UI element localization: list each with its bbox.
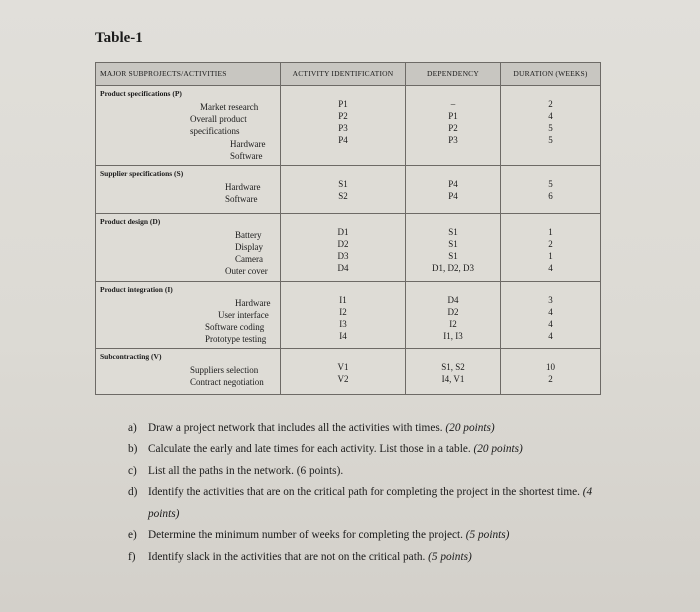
question-text-wrap <box>148 525 598 546</box>
duration-value: 4 <box>548 111 553 122</box>
dependency-value: P4 <box>448 178 458 189</box>
dependency-value: P2 <box>448 123 458 134</box>
duration-value: 5 <box>548 135 553 146</box>
dependency-value: D4 <box>447 294 459 305</box>
dependency-cell <box>406 349 501 395</box>
activity-name: Software <box>230 150 263 161</box>
dependency-value: I2 <box>449 318 457 329</box>
activity-name: Suppliers selection <box>190 365 259 376</box>
question-label: a) <box>128 422 137 434</box>
question-text-wrap <box>148 547 598 568</box>
identification-cell <box>281 281 406 349</box>
question-label: e) <box>128 529 137 542</box>
group-name: Product integration (I) <box>100 284 173 294</box>
activity-cell <box>96 165 281 213</box>
duration-value: 3 <box>548 294 553 305</box>
identification-cell <box>281 86 406 166</box>
duration-value: 6 <box>548 190 553 201</box>
duration-value: 2 <box>548 238 553 249</box>
table-row <box>96 165 601 213</box>
dependency-value: I1, I3 <box>443 330 463 341</box>
activity-name: Contract negotiation <box>190 377 264 388</box>
dependency-value: – <box>450 99 456 109</box>
duration-cell <box>501 281 601 349</box>
activity-cell <box>96 349 281 395</box>
group-name: Product design (D) <box>100 216 161 226</box>
dependency-cell <box>406 213 501 281</box>
question-text: Draw a project network that includes all the activities with times. <box>148 422 443 434</box>
activity-id: V1 <box>337 362 349 373</box>
activity-id: S1 <box>338 178 348 189</box>
dependency-value: D1, D2, D3 <box>432 263 474 274</box>
activity-id: I2 <box>339 306 347 317</box>
activity-id: V2 <box>337 374 349 385</box>
duration-cell <box>501 213 601 281</box>
question-text-wrap <box>148 439 598 460</box>
activity-id: I4 <box>339 330 347 341</box>
activity-id: D1 <box>337 226 349 237</box>
identification-cell <box>281 349 406 395</box>
identification-cell <box>281 213 406 281</box>
activity-name: Outer cover <box>225 266 268 277</box>
activity-id: S2 <box>338 190 348 201</box>
activity-id: P2 <box>338 111 348 122</box>
question-text: Identify slack in the activities that are not on the critical path. <box>148 550 426 563</box>
activity-name: Hardware <box>235 297 271 308</box>
dependency-value: P1 <box>448 111 458 122</box>
header-activities: MAJOR SUBPROJECTS/ACTIVITIES <box>96 63 281 86</box>
dependency-value: S1 <box>448 226 458 237</box>
dependency-value: D2 <box>447 306 459 317</box>
activity-name: Prototype testing <box>205 334 267 345</box>
table-title: Table-1 <box>95 30 143 46</box>
duration-value: 2 <box>548 99 553 109</box>
activity-name: Market research <box>200 102 259 113</box>
activity-name: Battery <box>235 229 262 240</box>
duration-value: 10 <box>546 362 555 373</box>
duration-value: 1 <box>548 251 553 262</box>
dependency-cell <box>406 281 501 349</box>
activity-id: P3 <box>338 123 348 134</box>
question-label: d) <box>128 486 138 499</box>
activity-name: Software <box>225 194 258 205</box>
activity-name: Software coding <box>205 321 265 332</box>
activity-name: Hardware <box>225 181 261 192</box>
duration-cell <box>501 349 601 395</box>
question-points: (4 points) <box>148 486 593 520</box>
duration-value: 4 <box>548 306 553 317</box>
activity-name: Camera <box>235 254 263 265</box>
dependency-value: S1 <box>448 238 458 249</box>
activity-name: Overall product specifications <box>190 114 247 137</box>
question-points: (20 points) <box>445 422 495 434</box>
header-duration: DURATION (WEEKS) <box>501 63 601 86</box>
dependency-value: S1 <box>448 251 458 262</box>
table-row <box>96 86 601 166</box>
group-name: Supplier specifications (S) <box>100 168 184 178</box>
dependency-cell <box>406 165 501 213</box>
activity-cell <box>96 281 281 349</box>
activity-id: D3 <box>337 251 349 262</box>
question-label: c) <box>128 464 137 477</box>
question-item <box>128 461 598 482</box>
dependency-value: P4 <box>448 190 458 201</box>
activity-id: P1 <box>338 99 348 109</box>
question-text-wrap <box>148 418 598 439</box>
dependency-value: P3 <box>448 135 458 146</box>
question-text-wrap <box>148 482 598 525</box>
activity-table <box>95 62 601 395</box>
duration-value: 4 <box>548 263 553 274</box>
question-points: (20 points) <box>473 443 523 456</box>
group-name: Subcontracting (V) <box>100 352 162 362</box>
question-item <box>128 547 598 568</box>
identification-cell <box>281 165 406 213</box>
duration-value: 5 <box>548 178 553 189</box>
question-text: Determine the minimum number of weeks for completing the project. <box>148 529 463 542</box>
question-text: Identify the activities that are on the critical path for completing the project in the shortest time. <box>148 486 580 499</box>
activity-cell <box>96 86 281 166</box>
activity-id: P4 <box>338 135 348 146</box>
question-text-wrap <box>148 461 598 482</box>
question-text: Calculate the early and late times for each activity. List those in a table. <box>148 443 471 456</box>
header-identification: ACTIVITY IDENTIFICATION <box>281 63 406 86</box>
dependency-cell <box>406 86 501 166</box>
table-row <box>96 281 601 349</box>
question-item <box>128 418 598 439</box>
question-item <box>128 482 598 525</box>
activity-name: Display <box>235 242 263 253</box>
activity-name: User interface <box>218 309 269 320</box>
table-header-row <box>96 63 601 86</box>
activity-id: D4 <box>337 263 349 274</box>
table-row <box>96 213 601 281</box>
duration-cell <box>501 165 601 213</box>
dependency-value: S1, S2 <box>441 362 465 373</box>
question-text: List all the paths in the network. (6 points). <box>148 464 344 477</box>
duration-cell <box>501 86 601 166</box>
table-row <box>96 349 601 395</box>
activity-name: Hardware <box>230 138 266 149</box>
question-list <box>128 418 598 568</box>
duration-value: 4 <box>548 318 553 329</box>
question-points: (5 points) <box>465 529 510 542</box>
activity-id: I1 <box>339 294 347 305</box>
question-item <box>128 525 598 546</box>
question-label: f) <box>128 550 136 563</box>
duration-value: 4 <box>548 330 553 341</box>
question-points: (5 points) <box>428 550 472 563</box>
group-name: Product specifications (P) <box>100 89 182 98</box>
header-dependency: DEPENDENCY <box>406 63 501 86</box>
table-body <box>96 86 601 395</box>
activity-cell <box>96 213 281 281</box>
question-item <box>128 439 598 460</box>
dependency-value: I4, V1 <box>441 374 465 385</box>
activity-id: D2 <box>337 238 349 249</box>
duration-value: 1 <box>548 226 553 237</box>
activity-id: I3 <box>339 318 347 329</box>
duration-value: 5 <box>548 123 553 134</box>
question-label: b) <box>128 443 138 456</box>
duration-value: 2 <box>548 374 553 385</box>
